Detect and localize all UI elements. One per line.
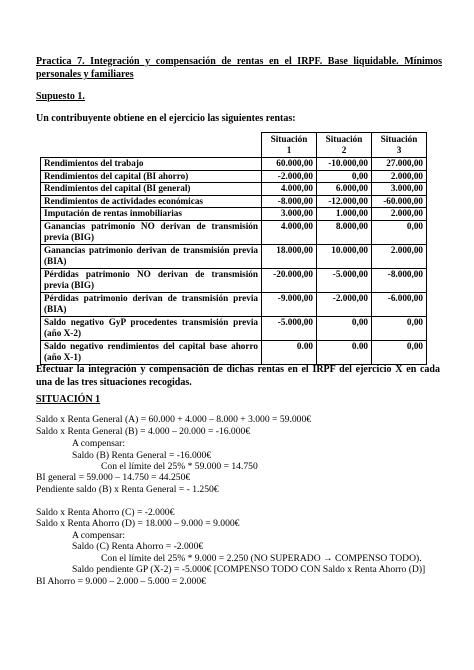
cell-situacion-2: -12.000,00 bbox=[317, 195, 372, 208]
row-label: Rendimientos del capital (BI general) bbox=[41, 183, 262, 196]
table-corner bbox=[41, 133, 262, 158]
table-row bbox=[41, 170, 427, 183]
table-row bbox=[41, 244, 427, 268]
table-row bbox=[41, 208, 427, 221]
cell-situacion-2: 1.000,00 bbox=[317, 208, 372, 221]
table-row bbox=[41, 340, 427, 364]
calc-line: Saldo x Renta Ahorro (D) = 18.000 – 9.000 = 9.000€ bbox=[36, 518, 240, 529]
row-label: Rendimientos de actividades económicas bbox=[41, 195, 262, 208]
rentas-table bbox=[40, 132, 427, 365]
cell-situacion-1: 0.00 bbox=[262, 340, 317, 364]
cell-situacion-3: 0,00 bbox=[372, 220, 427, 244]
header-number: 3 bbox=[396, 145, 402, 155]
table-header-row bbox=[41, 133, 427, 158]
cell-situacion-1: 18.000,00 bbox=[262, 244, 317, 268]
header-number: 1 bbox=[286, 145, 292, 155]
row-label: Saldo negativo rendimientos del capital base ahorro (año X-1) bbox=[41, 340, 262, 364]
header-line: Situación bbox=[325, 134, 363, 144]
calc-line: Saldo x Renta General (B) = 4.000 – 20.000 = -16.000€ bbox=[36, 426, 251, 437]
row-label: Ganancias patrimonio NO derivan de transmisión previa (BIG) bbox=[41, 220, 262, 244]
cell-situacion-3: 2.000,00 bbox=[372, 244, 427, 268]
row-label: Pérdidas patrimonio NO derivan de transmisión previa (BIG) bbox=[41, 268, 262, 292]
row-label: Rendimientos del trabajo bbox=[41, 158, 262, 171]
row-label: Rendimientos del capital (BI ahorro) bbox=[41, 170, 262, 183]
header-line: Situación bbox=[380, 134, 418, 144]
situacion-heading: SITUACIÓN 1 bbox=[36, 394, 101, 405]
header-situacion-2 bbox=[317, 133, 372, 158]
table-row bbox=[41, 195, 427, 208]
cell-situacion-3: 2.000,00 bbox=[372, 208, 427, 221]
calc-line: A compensar: bbox=[72, 438, 126, 449]
header-number: 2 bbox=[341, 145, 347, 155]
calc-line: Pendiente saldo (B) x Renta General = - 1.250€ bbox=[36, 484, 219, 495]
calc-line: Con el límite del 25% * 9.000 = 2.250 (NO SUPERADO → COMPENSO TODO). bbox=[101, 553, 422, 564]
cell-situacion-3: 2.000,00 bbox=[372, 170, 427, 183]
header-situacion-1 bbox=[262, 133, 317, 158]
intro-text: Un contribuyente obtiene en el ejercicio las siguientes rentas: bbox=[36, 113, 296, 124]
cell-situacion-3: 27.000,00 bbox=[372, 158, 427, 171]
cell-situacion-2: 0,00 bbox=[317, 170, 372, 183]
cell-situacion-2: 6.000,00 bbox=[317, 183, 372, 196]
cell-situacion-2: 0.00 bbox=[317, 340, 372, 364]
row-label: Imputación de rentas inmobiliarias bbox=[41, 208, 262, 221]
row-label: Saldo negativo GyP procedentes transmisión previa (año X-2) bbox=[41, 316, 262, 340]
table-row bbox=[41, 268, 427, 292]
cell-situacion-2: 10.000,00 bbox=[317, 244, 372, 268]
cell-situacion-1: -2.000,00 bbox=[262, 170, 317, 183]
table-row bbox=[41, 292, 427, 316]
calc-line: BI Ahorro = 9.000 – 2.000 – 5.000 = 2.000€ bbox=[36, 576, 206, 587]
header-situacion-3 bbox=[372, 133, 427, 158]
cell-situacion-1: 4.000,00 bbox=[262, 183, 317, 196]
cell-situacion-2: -5.000,00 bbox=[317, 268, 372, 292]
cell-situacion-1: -9.000,00 bbox=[262, 292, 317, 316]
cell-situacion-2: -2.000,00 bbox=[317, 292, 372, 316]
cell-situacion-1: 4.000,00 bbox=[262, 220, 317, 244]
table-row bbox=[41, 220, 427, 244]
cell-situacion-2: 0,00 bbox=[317, 316, 372, 340]
instruction-text: Efectuar la integración y compensación de dichas rentas en el IRPF del ejercicio X en cada una de las tres situaciones recogidas. bbox=[36, 364, 440, 388]
calc-line: Saldo (B) Renta General = -16.000€ bbox=[72, 450, 212, 461]
table-row bbox=[41, 183, 427, 196]
cell-situacion-2: 8.000,00 bbox=[317, 220, 372, 244]
calc-line: Saldo x Renta Ahorro (C) = -2.000€ bbox=[36, 507, 175, 518]
calc-line: Saldo pendiente GP (X-2) = -5.000€ [COMPENSO TODO CON Saldo x Renta Ahorro (D)] bbox=[72, 564, 426, 575]
calc-line: Con el límite del 25% * 59.000 = 14.750 bbox=[101, 461, 258, 472]
cell-situacion-3: 3.000,00 bbox=[372, 183, 427, 196]
table-row bbox=[41, 316, 427, 340]
supuesto-heading: Supuesto 1. bbox=[36, 91, 85, 102]
calc-line: Saldo (C) Renta Ahorro = -2.000€ bbox=[72, 541, 204, 552]
cell-situacion-1: -20.000,00 bbox=[262, 268, 317, 292]
cell-situacion-3: -6.000,00 bbox=[372, 292, 427, 316]
cell-situacion-3: 0,00 bbox=[372, 316, 427, 340]
cell-situacion-1: 3.000,00 bbox=[262, 208, 317, 221]
cell-situacion-3: -60.000,00 bbox=[372, 195, 427, 208]
calc-line: BI general = 59.000 – 14.750 = 44.250€ bbox=[36, 472, 191, 483]
cell-situacion-1: -8.000,00 bbox=[262, 195, 317, 208]
cell-situacion-2: -10.000,00 bbox=[317, 158, 372, 171]
row-label: Ganancias patrimonio derivan de transmisión previa (BIA) bbox=[41, 244, 262, 268]
table-row bbox=[41, 158, 427, 171]
calc-line: Saldo x Renta General (A) = 60.000 + 4.000 – 8.000 + 3.000 = 59.000€ bbox=[36, 414, 312, 425]
cell-situacion-3: 0,00 bbox=[372, 340, 427, 364]
cell-situacion-1: -5.000,00 bbox=[262, 316, 317, 340]
page-title: Practica 7. Integración y compensación de rentas en el IRPF. Base liquidable. Mínimos personales y familiares bbox=[36, 56, 442, 80]
row-label: Pérdidas patrimonio derivan de transmisión previa (BIA) bbox=[41, 292, 262, 316]
cell-situacion-3: -8.000,00 bbox=[372, 268, 427, 292]
header-line: Situación bbox=[270, 134, 308, 144]
calc-line: A compensar: bbox=[72, 530, 126, 541]
cell-situacion-1: 60.000,00 bbox=[262, 158, 317, 171]
